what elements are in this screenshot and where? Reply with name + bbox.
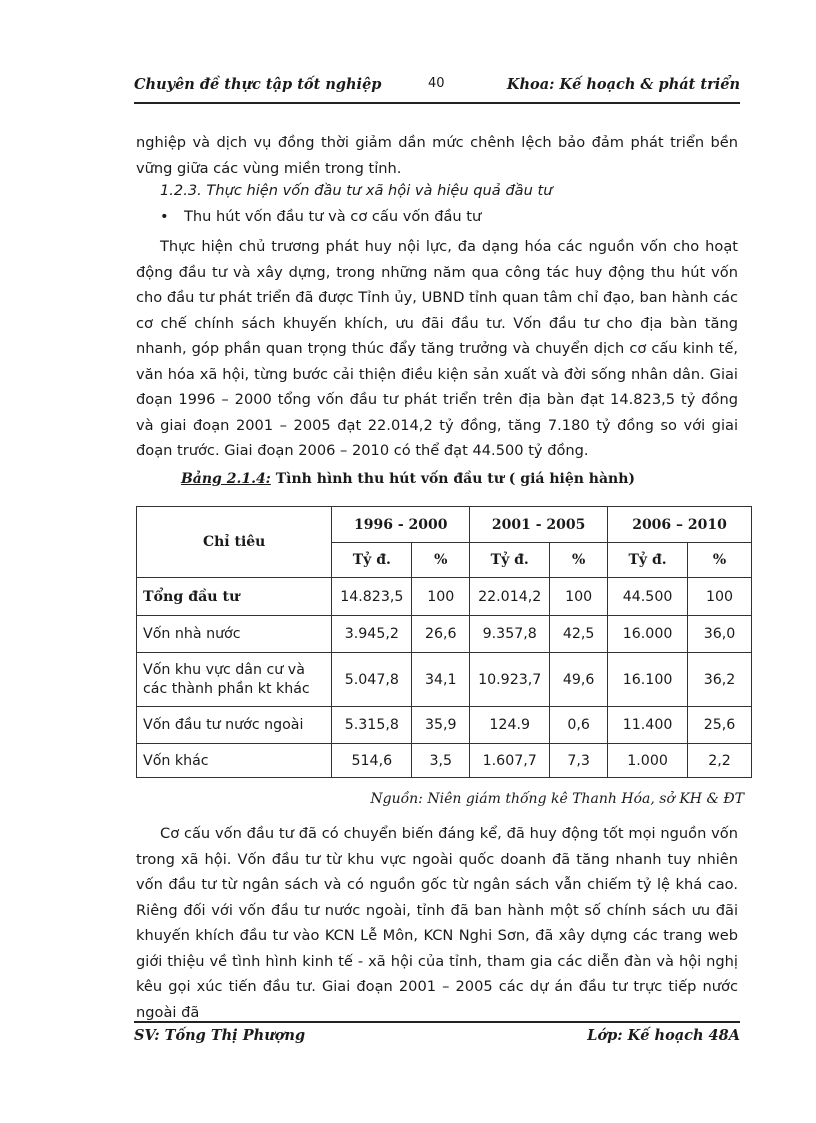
paragraph-2: Thực hiện chủ trương phát huy nội lực, đa dạng hóa các nguồn vốn cho hoạt động đầu tư và xây dựng, trong những năm qua công tác huy động thu hút vốn cho đầu tư phát triển đã được Tỉnh ủy, UBND tỉnh quan tâm chỉ đạo, ban hành các cơ chế chính sách khuyến khích, ưu đãi đầu tư. Vốn đầu tư cho địa bàn tăng nhanh, góp phần quan trọng thúc đẩy tăng trưởng và chuyển dịch cơ cấu kinh tế, văn hóa xã hội, từng bước cải thiện điều kiện sản xuất và đời sống nhân dân. Giai đoạn 1996 – 2000 tổng vốn đầu tư phát triển trên địa bàn đạt 14.823,5 tỷ đồng và giai đoạn 2001 – 2005 đạt 22.014,2 tỷ đồng, tăng 7.180 tỷ đồng so với giai đoạn trước. Giai đoạn 2006 – 2010 có thể đạt 44.500 tỷ đồng. (136, 238, 738, 459)
value-cell: 3.945,2 (332, 616, 412, 653)
paragraph-3: Cơ cấu vốn đầu tư đã có chuyển biến đáng kể, đã huy động tốt mọi nguồn vốn trong xã hội. Vốn đầu tư từ khu vực ngoài quốc doanh đã tăng nhanh tuy nhiên vốn đầu tư từ ngân sách và có nguồn gốc từ ngân sách vẫn chiếm tỷ lệ khá cao. Riêng đối với vốn đầu tư nước ngoài, tỉnh đã ban hành một số chính sách ưu đãi khuyến khích đầu tư vào KCN Lễ Môn, KCN Nghi Sơn, đã xây dựng các trang web giới thiệu về tình hình kinh tế - xã hội của tỉnh, tham gia các diễn đàn và hội nghị kêu gọi xúc tiến đầu tư. Giai đoạn 2001 – 2005 các dự án đầu tư trực tiếp nước ngoài đã (136, 825, 738, 1021)
table-source: Nguồn: Niên giám thống kê Thanh Hóa, sở KH & ĐT (370, 791, 744, 807)
value-cell: 11.400 (608, 707, 688, 744)
subheader-cell: Tỷ đ. (470, 543, 550, 578)
subheader-cell: % (412, 543, 470, 578)
value-cell: 100 (688, 578, 752, 616)
period-header: 2001 - 2005 (470, 507, 608, 543)
row-label: Vốn nhà nước (137, 616, 332, 653)
table-caption (0, 471, 816, 487)
table-row (137, 707, 752, 744)
value-cell: 3,5 (412, 744, 470, 778)
footer-class: Lớp: Kế hoạch 48A (587, 1027, 740, 1044)
footer-divider (134, 1021, 740, 1023)
value-cell: 10.923,7 (470, 653, 550, 707)
subheader-cell: Tỷ đ. (608, 543, 688, 578)
table-row (137, 744, 752, 778)
table-row (137, 653, 752, 707)
value-cell: 0,6 (550, 707, 608, 744)
value-cell: 35,9 (412, 707, 470, 744)
paragraph-1: nghiệp và dịch vụ đồng thời giảm dần mức chênh lệch bảo đảm phát triển bền vững giữa các vùng miền trong tỉnh. (136, 134, 738, 177)
value-cell: 16.000 (608, 616, 688, 653)
row-label: Vốn khác (137, 744, 332, 778)
value-cell: 5.315,8 (332, 707, 412, 744)
table-row (137, 616, 752, 653)
value-cell: 36,0 (688, 616, 752, 653)
table-caption-label: Bảng 2.1.4: (180, 471, 271, 487)
page-header (134, 74, 740, 98)
value-cell: 42,5 (550, 616, 608, 653)
value-cell: 2,2 (688, 744, 752, 778)
value-cell: 22.014,2 (470, 578, 550, 616)
row-label: Vốn khu vực dân cư và các thành phần kt khác (137, 653, 332, 707)
value-cell: 1.607,7 (470, 744, 550, 778)
subheader-cell: Tỷ đ. (332, 543, 412, 578)
value-cell: 25,6 (688, 707, 752, 744)
row-label: Tổng đầu tư (137, 578, 332, 616)
value-cell: 7,3 (550, 744, 608, 778)
value-cell: 36,2 (688, 653, 752, 707)
value-cell: 514,6 (332, 744, 412, 778)
period-header: 1996 - 2000 (332, 507, 470, 543)
row-header-cell: Chỉ tiêu (137, 507, 332, 578)
value-cell: 5.047,8 (332, 653, 412, 707)
table-row (137, 578, 752, 616)
footer-student: SV: Tống Thị Phượng (134, 1027, 306, 1044)
bullet-icon: • (160, 208, 169, 225)
table-caption-title: Tình hình thu hút vốn đầu tư ( giá hiện hành) (270, 471, 636, 487)
value-cell: 124.9 (470, 707, 550, 744)
header-thesis-title: Chuyên đề thực tập tốt nghiệp (134, 76, 382, 93)
value-cell: 1.000 (608, 744, 688, 778)
header-faculty: Khoa: Kế hoạch & phát triển (506, 76, 740, 93)
value-cell: 34,1 (412, 653, 470, 707)
page-footer (134, 1027, 740, 1051)
bullet-item (160, 208, 481, 225)
period-header: 2006 – 2010 (608, 507, 752, 543)
value-cell: 100 (550, 578, 608, 616)
value-cell: 44.500 (608, 578, 688, 616)
value-cell: 9.357,8 (470, 616, 550, 653)
page-number: 40 (428, 76, 445, 91)
value-cell: 16.100 (608, 653, 688, 707)
value-cell: 49,6 (550, 653, 608, 707)
investment-table (136, 506, 752, 778)
value-cell: 100 (412, 578, 470, 616)
subheader-cell: % (550, 543, 608, 578)
subheader-cell: % (688, 543, 752, 578)
value-cell: 26,6 (412, 616, 470, 653)
bullet-text: Thu hút vốn đầu tư và cơ cấu vốn đầu tư (184, 208, 482, 225)
section-heading: 1.2.3. Thực hiện vốn đầu tư xã hội và hiệu quả đầu tư (160, 182, 553, 199)
row-label: Vốn đầu tư nước ngoài (137, 707, 332, 744)
value-cell: 14.823,5 (332, 578, 412, 616)
table-header-row (137, 507, 752, 543)
header-divider (134, 102, 740, 104)
